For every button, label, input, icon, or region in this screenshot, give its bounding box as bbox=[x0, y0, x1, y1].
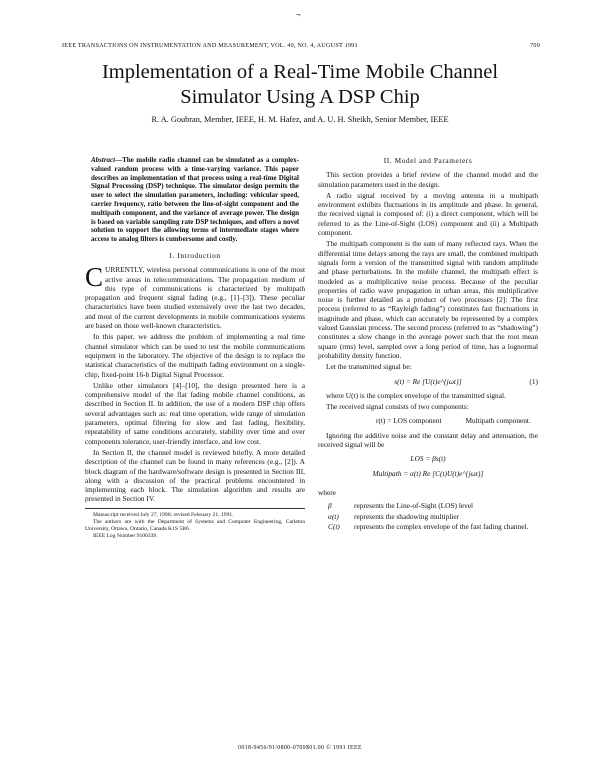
symbol-def bbox=[318, 501, 538, 510]
symbol: α(t) bbox=[328, 511, 339, 521]
symbol-description: represents the complex envelope of the fast fading channel. bbox=[354, 521, 529, 531]
equation-2-left: r(t) = LOS component bbox=[376, 416, 442, 426]
footnote bbox=[85, 508, 305, 540]
footnote-received: Manuscript received July 27, 1990; revised February 21, 1991. bbox=[93, 511, 234, 518]
model-paragraph-4: Let the transmitted signal be: bbox=[326, 362, 412, 372]
equation-1-body: s(t) = Re [U(t)e^{jωt}] bbox=[394, 376, 462, 386]
symbol-def bbox=[318, 512, 538, 521]
page-number: 709 bbox=[530, 42, 540, 49]
abstract-label: Abstract bbox=[91, 156, 116, 164]
issn-line: 0018-9456/91/0800-0709$01.00 © 1991 IEEE bbox=[238, 745, 362, 751]
symbol-def bbox=[318, 522, 538, 531]
symbol: C(t) bbox=[328, 521, 340, 531]
right-column bbox=[318, 156, 538, 532]
intro-paragraph-2: In this paper, we address the problem of implementing a real time channel simulator which can be used to test the mobile communications equipment in the laboratory. The objective of the design is to replace the statistical characteristics of the multipath fading environment on a single-chip, fixed-point 16-b Digital Signal Processor. bbox=[85, 332, 305, 379]
model-paragraph-7: Ignoring the additive noise and the constant delay and attenuation, the received signal will be bbox=[318, 430, 538, 450]
section-heading-introduction: I. Introduction bbox=[169, 250, 221, 260]
symbol-description: represents the Line-of-Sight (LOS) level bbox=[354, 501, 474, 511]
left-column bbox=[85, 156, 305, 540]
running-header bbox=[62, 42, 540, 52]
symbol-description: represents the shadowing multiplier bbox=[354, 511, 460, 521]
drop-cap: C bbox=[85, 262, 104, 293]
equation-4: Multipath = α(t) Re [C(t)U(t)e^{jωt}] bbox=[372, 468, 484, 478]
intro-paragraph-3: Unlike other simulators [4]–[10], the design presented here is a comprehensive model of the flat fading mobile channel conditions, as described in Section II. In addition, the use of a modern DSP chip offers several advantages such as: real time operation, wide range of simulation parameters, optimal filtering for slow and fast fading, flexibility, repeatability of same conditions accurately, stability over time and over components tolerance, user-friendly interface, and low cost. bbox=[85, 380, 305, 446]
title-line-1: Implementation of a Real-Time Mobile Channel bbox=[101, 61, 499, 83]
abstract-text: —The mobile radio channel can be simulated as a complex-valued random process with a time-varying variance. This paper describes an implementation of that process using a real-time Digital Signal Processing (DSP) technique. The simulator design permits the user to select the simulation parameters, including: vehicular speed, carrier frequency, ratio between the line-of-sight component and the multipath component, and the variance of average power. The design is based on variable sampling rate DSP techniques, and offers a novel solution to support the allowing terms of intermediate stages where access to analog filters is cumbersome and costly. bbox=[91, 156, 299, 244]
author-line: R. A. Goubran, Member, IEEE, H. M. Hafez, and A. U. H. Sheikh, Senior Member, IEEE bbox=[151, 115, 449, 124]
title-line-2: Simulator Using A DSP Chip bbox=[180, 86, 420, 108]
page-mark: ¬ bbox=[296, 10, 301, 19]
equation-1-number: (1) bbox=[529, 376, 538, 386]
equation-1 bbox=[318, 377, 538, 386]
journal-header: IEEE TRANSACTIONS ON INSTRUMENTATION AND MEASUREMENT, VOL. 40, NO. 4, AUGUST 1991 bbox=[62, 42, 358, 49]
symbol: β bbox=[328, 501, 332, 511]
model-paragraph-6: The received signal consists of two components: bbox=[326, 402, 469, 412]
where-label: where bbox=[318, 487, 336, 497]
equation-3: LOS = βs(t) bbox=[410, 454, 446, 464]
footnote-affiliation: The authors are with the Department of Systems and Computer Engineering, Carleton University, Ottawa, Ontario, Canada K1S 5B6. bbox=[85, 518, 305, 532]
model-paragraph-3: The multipath component is the sum of many reflected rays. When the differential time delays among the rays are small, the combined multipath signals form a version of the transmitted signal with random amplitude and phase perturbations. In the mobile channel, the multipath effect is modeled as a multiplicative noise process. Because of the peculiar properties of radio wave propagation in urban areas, this multiplicative noise is further detailed as a product of two processes [2]: The first process (referred to as “Rayleigh fading”) constitutes fast fluctuations in magnitude and phase, which can accurately be represented by a complex valued Gaussian process. The second process (referred to as “shadowing”) constitutes a slow change in the average power such that the root mean square (rms) level, sampled over a long period of time, has a lognormal probability density function. bbox=[318, 239, 538, 360]
intro-paragraph-4: In Section II, the channel model is reviewed briefly. A more detailed description of the channel can be found in many references (e.g., [2]). A block diagram of the hardware/software design is presented in Section III, along with a discussion of the practical problems encountered in implementing each block. The simulation algorithm and results are presented in Section IV. bbox=[85, 447, 305, 504]
intro-paragraph-1: CURRENTLY, wireless personal communications is one of the most active areas in telecommunications. The propagation medium of this type of communications is characterized by multipath propagation and frequent signal fading (e.g., [1]–[3]). These peculiar characteristics have been studied extensively over the last two decades, and most of the current developments in mobile communications systems are based on those well-known characteristics. bbox=[85, 262, 305, 331]
equation-2 bbox=[318, 416, 538, 425]
model-paragraph-1: This section provides a brief review of the channel model and the simulation parameters used in the design. bbox=[318, 170, 538, 189]
section-heading-model: II. Model and Parameters bbox=[383, 156, 473, 165]
paper-title bbox=[40, 60, 560, 110]
model-paragraph-5: where U(t) is the complex envelope of the transmitted signal. bbox=[326, 390, 506, 400]
model-paragraph-2: A radio signal received by a moving antenna in a multipath environment exhibits fluctuations in its amplitude and phase. In general, the received signal is composed of: (i) a direct component, which will be referred to as the Line-of-Sight (LOS) component and (ii) a Multipath component. bbox=[318, 190, 538, 238]
equation-2-right: Multipath component. bbox=[465, 416, 531, 426]
abstract bbox=[85, 156, 305, 244]
footnote-log-number: IEEE Log Number 9100339. bbox=[93, 532, 158, 539]
